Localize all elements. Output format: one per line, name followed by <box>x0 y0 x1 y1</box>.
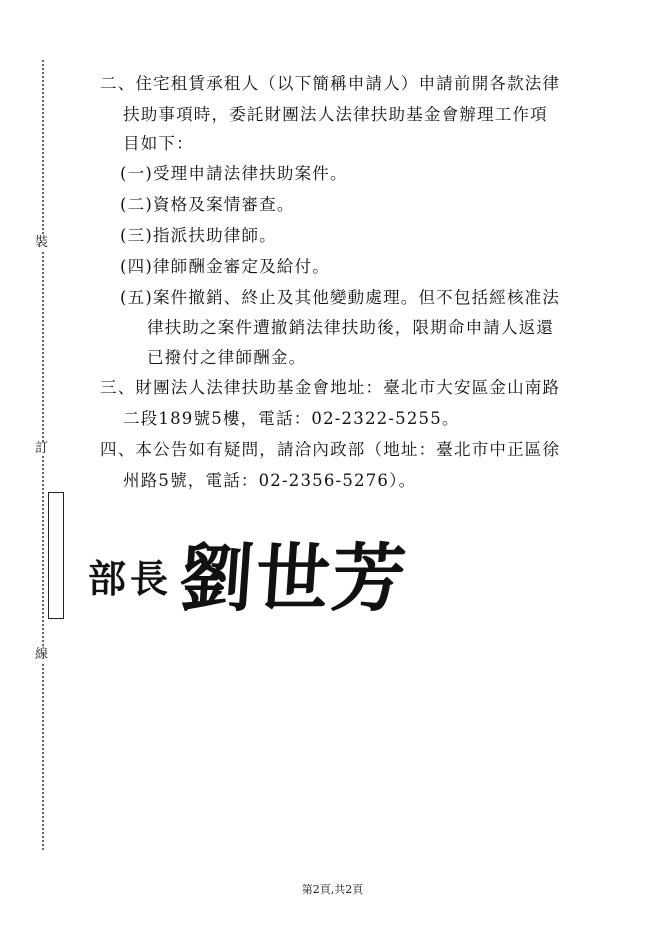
item-4: (四)律師酬金審定及給付。 <box>120 257 330 276</box>
paragraph-2-line-1: 二、住宅租賃承租人（以下簡稱申請人）申請前開各款法律 <box>100 74 561 93</box>
item-2: (二)資格及案情審查。 <box>120 195 295 214</box>
paragraph-2-line-2: 扶助事項時，委託財團法人法律扶助基金會辦理工作項 <box>123 105 548 124</box>
page-number: 第2頁,共2頁 <box>301 883 364 896</box>
binding-char-zhuang: 裝 <box>35 235 49 250</box>
binding-char-xian: 線 <box>35 647 49 662</box>
item-3: (三)指派扶助律師。 <box>120 226 277 245</box>
binding-char-ding: 訂 <box>35 441 49 456</box>
seal-stamp <box>48 492 64 619</box>
paragraph-3-line-2: 二段189號5樓，電話：02-2322-5255。 <box>123 409 460 428</box>
paragraph-3-line-1: 三、財團法人法律扶助基金會地址：臺北市大安區金山南路 <box>100 378 561 397</box>
signature-name: 劉世芳 <box>176 536 411 622</box>
signature-title: 部長 <box>88 556 173 601</box>
item-5-line-2: 律扶助之案件遭撤銷法律扶助後，限期命申請人返還 <box>147 318 555 337</box>
paragraph-4-line-1: 四、本公告如有疑問，請洽內政部（地址：臺北市中正區徐 <box>100 440 561 459</box>
paragraph-4-line-2: 州路5號，電話：02-2356-5276）。 <box>123 471 417 490</box>
item-5-line-3: 已撥付之律師酬金。 <box>147 348 307 367</box>
paragraph-2-line-3: 目如下： <box>123 134 194 153</box>
item-5-line-1: (五)案件撤銷、終止及其他變動處理。但不包括經核准法 <box>120 288 561 307</box>
item-1: (一)受理申請法律扶助案件。 <box>120 164 348 183</box>
